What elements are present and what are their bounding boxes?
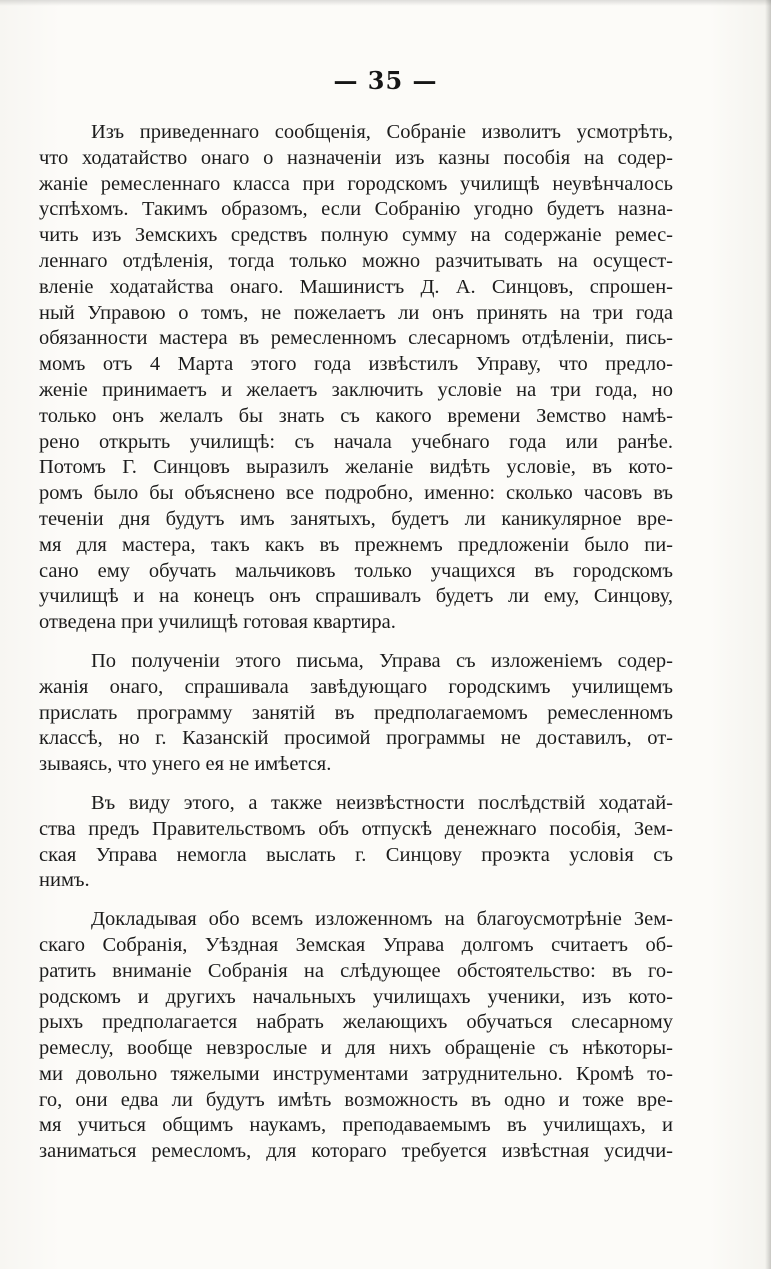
text-line: успѣхомъ. Такимъ образомъ, если Собранію угодно будетъ назна- xyxy=(39,198,673,221)
text-line: что ходатайство онаго о назначеніи изъ казны пособія на содер- xyxy=(39,146,673,169)
text-line: ми довольно тяжелыми инструментами затруднительно. Кромѣ то- xyxy=(39,1062,673,1085)
paragraph-1 xyxy=(39,120,673,636)
text-line: По полученіи этого письма, Управа съ изложеніемъ содер- xyxy=(91,649,673,672)
text-line: отведена при училищѣ готовая квартира. xyxy=(39,611,396,634)
text-line: нимъ. xyxy=(39,869,90,892)
text-line: мя для мастера, такъ какъ въ прежнемъ предложеніи было пи- xyxy=(39,533,673,556)
text-line: жанія онаго, спрашивала завѣдующаго городскимъ училищемъ xyxy=(39,675,673,698)
page-top-shadow xyxy=(0,0,771,6)
text-line: Докладывая обо всемъ изложенномъ на благоусмотрѣніе Зем- xyxy=(91,908,673,931)
text-line: мя учиться общимъ наукамъ, преподаваемымъ въ училищахъ, и xyxy=(39,1114,673,1137)
text-line: леннаго отдѣленія, тогда только можно разчитывать на осущест- xyxy=(39,249,673,272)
text-line: женіе принимаетъ и желаетъ заключить условіе на три года, но xyxy=(39,378,673,401)
paragraph-3 xyxy=(39,791,673,894)
text-line: ства предъ Правительствомъ объ отпускѣ денежнаго пособія, Зем- xyxy=(39,817,673,840)
text-line: ромъ было бы объяснено все подробно, именно: сколько часовъ въ xyxy=(39,482,673,505)
text-line: го, они едва ли будутъ имѣть возможность въ одно и тоже вре- xyxy=(39,1088,673,1111)
text-line: училищѣ и на конецъ онъ спрашивалъ будетъ ли ему, Синцову, xyxy=(39,585,673,608)
text-line: Потомъ Г. Синцовъ выразилъ желаніе видѣть условіе, въ кото- xyxy=(39,456,673,479)
text-line: ремеслу, вообще невзрослые и для нихъ обращеніе съ нѣкоторы- xyxy=(39,1037,673,1060)
text-line: ный Управою о томъ, не пожелаетъ ли онъ принять на три года xyxy=(39,301,673,324)
paragraph-gap xyxy=(39,778,673,791)
body-text xyxy=(39,120,673,1165)
text-line: классѣ, но г. Казанскій просимой программы не доставилъ, от- xyxy=(39,727,673,750)
page-right-shadow xyxy=(765,0,771,1269)
text-line: Въ виду этого, а также неизвѣстности послѣдствій ходатай- xyxy=(91,791,673,814)
text-line: чить изъ Земскихъ средствъ полную сумму на содержаніе ремес- xyxy=(39,224,673,247)
page-number: — 35 — xyxy=(333,66,438,95)
paragraph-gap xyxy=(39,894,673,907)
paragraph-gap xyxy=(39,636,673,649)
text-line: скаго Собранія, Уѣздная Земская Управа долгомъ считаетъ об- xyxy=(39,933,673,956)
paragraph-4 xyxy=(39,907,673,1165)
text-line: ратить вниманіе Собранія на слѣдующее обстоятельство: въ го- xyxy=(39,959,673,982)
text-line: жаніе ремесленнаго класса при городскомъ училищѣ неувѣнчалось xyxy=(39,172,673,195)
text-line: вленіе ходатайства онаго. Машинистъ Д. А. Синцовъ, спрошен- xyxy=(39,275,673,298)
text-line: зываясь, что унего ея не имѣется. xyxy=(39,753,332,776)
text-line: обязанности мастера въ ремесленномъ слесарномъ отдѣленіи, пись- xyxy=(39,327,673,350)
text-line: рено открыть училищѣ: съ начала учебнаго года или ранѣе. xyxy=(39,430,673,453)
text-line: заниматься ремесломъ, для котораго требуется извѣстная усидчи- xyxy=(39,1140,673,1163)
text-line: теченіи дня будутъ имъ занятыхъ, будетъ ли каникулярное вре- xyxy=(39,507,673,530)
text-line: только онъ желалъ бы знать съ какого времени Земство намѣ- xyxy=(39,404,673,427)
text-line: момъ отъ 4 Марта этого года извѣстилъ Управу, что предло- xyxy=(39,353,673,376)
paragraph-2 xyxy=(39,649,673,778)
text-line: родскомъ и другихъ начальныхъ училищахъ ученики, изъ кото- xyxy=(39,985,673,1008)
text-line: сано ему обучать мальчиковъ только учащихся въ городскомъ xyxy=(39,559,673,582)
text-line: прислать программу занятій въ предполагаемомъ ремесленномъ xyxy=(39,701,673,724)
text-line: ская Управа немогла выслать г. Синцову проэкта условія съ xyxy=(39,843,673,866)
text-line: Изъ приведеннаго сообщенія, Собраніе изволитъ усмотрѣть, xyxy=(91,121,673,143)
text-line: рыхъ предполагается набрать желающихъ обучаться слесарному xyxy=(39,1011,673,1034)
